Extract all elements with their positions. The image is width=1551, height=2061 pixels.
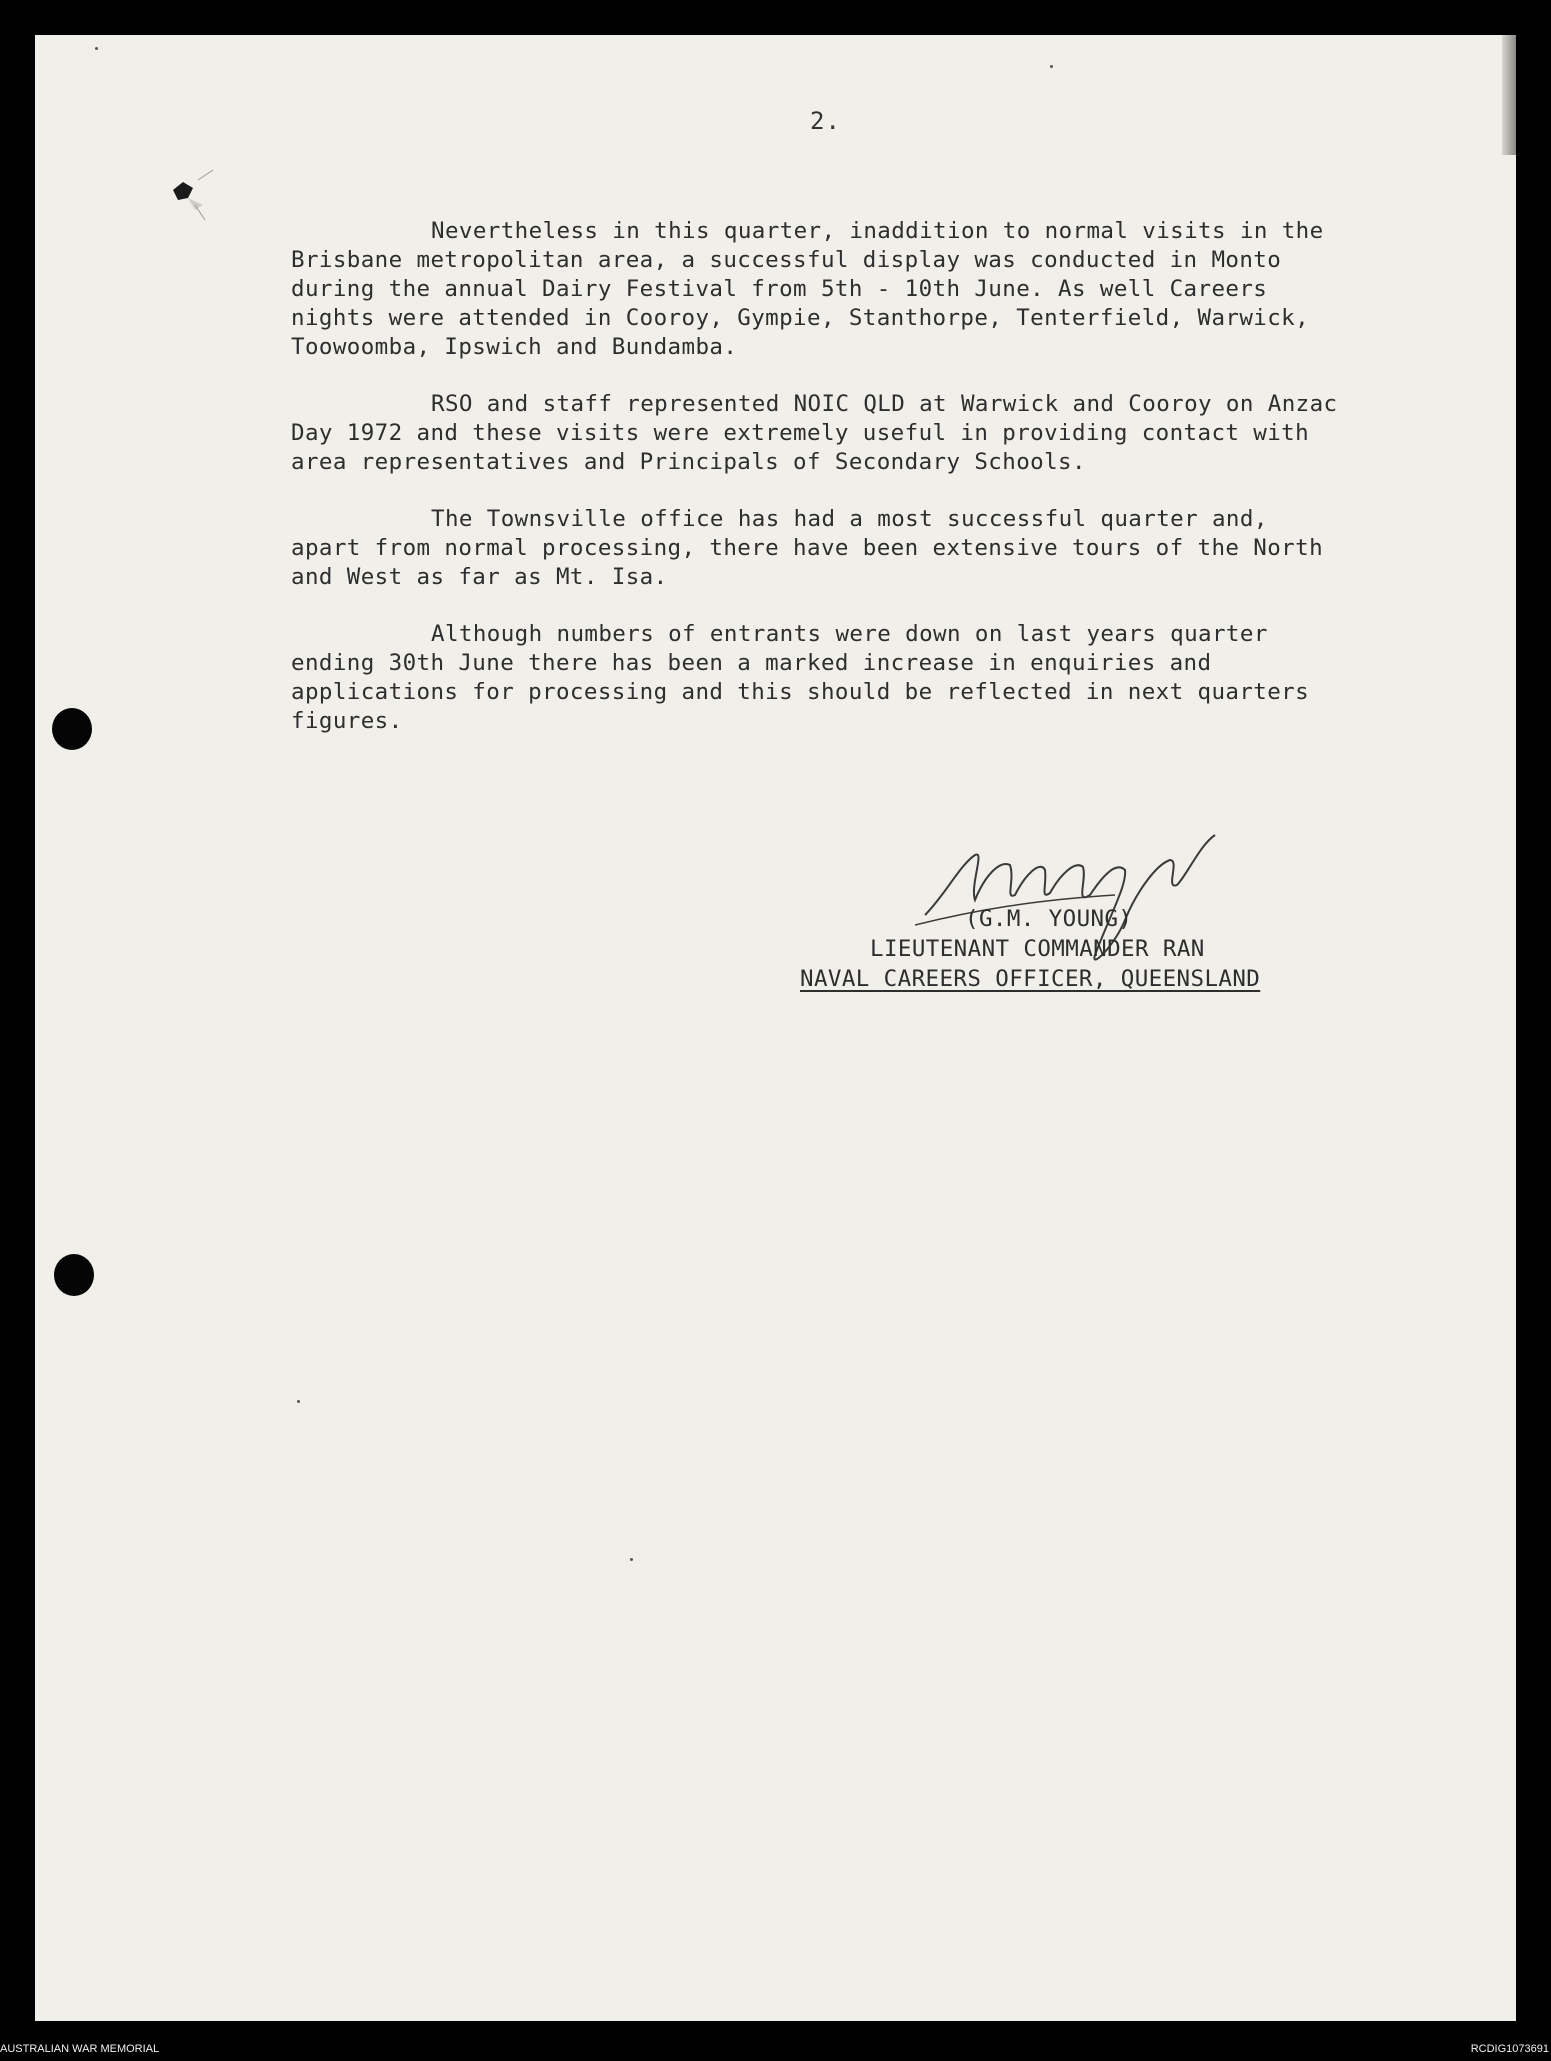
page-edge-shadow [1502,35,1516,155]
archive-credit: AUSTRALIAN WAR MEMORIAL [0,2043,160,2055]
letter-body [291,217,1351,764]
paragraph-4: Although numbers of entrants were down on last years quarter ending 30th June there has been a marked increase in enquiries and applications for processing and this should be reflected in next quarters figures. [291,621,1310,734]
archive-reference-id: RCDIG1073691 [1470,2043,1549,2055]
paragraph-3: The Townsville office has had a most successful quarter and, apart from normal processing, there have been extensive tours of the North and West as far as Mt. Isa. [291,506,1324,590]
paragraph-2: RSO and staff represented NOIC QLD at Warwick and Cooroy on Anzac Day 1972 and these visits were extremely useful in providing contact with area representatives and Principals of Secondary Schools. [291,391,1338,475]
signatory-title: NAVAL CAREERS OFFICER, QUEENSLAND [800,966,1261,992]
paper-speck [95,47,98,50]
paper-speck [297,1400,300,1403]
signatory-rank: LIEUTENANT COMMANDER RAN [870,936,1205,962]
signatory-name: (G.M. YOUNG) [965,906,1133,932]
paragraph-1: Nevertheless in this quarter, inaddition to normal visits in the Brisbane metropolitan area, a successful display was conducted in Monto during the annual Dairy Festival from 5th - 10th June. As well Careers nights were attended in Cooroy, Gympie, Stanthorpe, Tenterfield, Warwick, Toowoomba, Ipswich and Bundamba. [291,218,1324,360]
punch-hole [54,1254,94,1296]
footer-bar [0,2040,1551,2061]
paper-speck [630,1558,633,1561]
document-page [35,35,1516,2021]
staple-hole-mark [153,160,223,230]
paper-speck [1050,65,1053,68]
punch-hole [52,708,92,750]
page-number: 2. [810,107,841,135]
